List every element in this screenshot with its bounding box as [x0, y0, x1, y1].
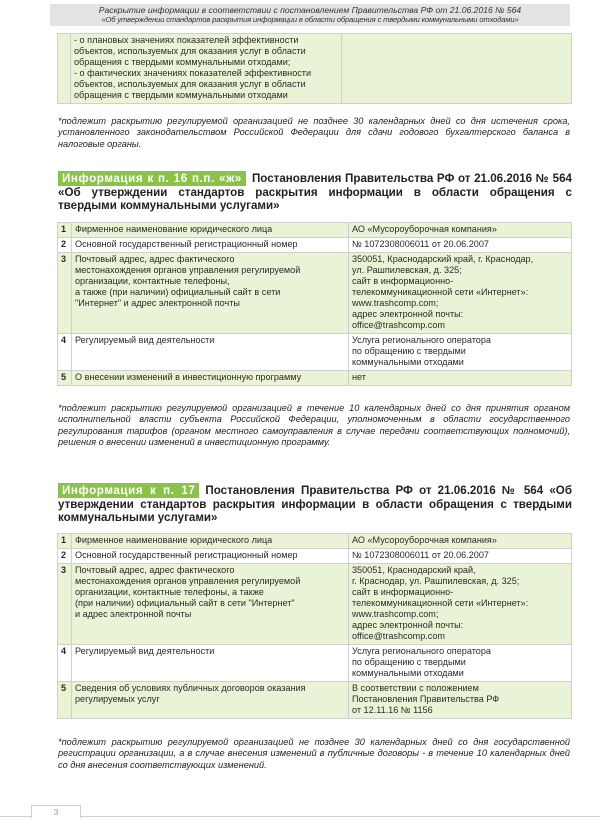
header-line-2: «Об утверждении стандартов раскрытия информации в области обращения с твердыми коммунальными отходами»: [101, 15, 519, 25]
table-row: [58, 223, 572, 238]
row-number: 4: [58, 334, 72, 371]
website-link[interactable]: www.trashcomp.com;: [352, 298, 439, 308]
row-value: 350051, Краснодарский край, г. Краснодар, ул. Рашпилевская, д. 325; сайт в информационно- телекоммуникационной сети «Интернет»: www.trashcomp.com; адрес электронной почты: office@trashcomp.com: [349, 564, 572, 645]
row-value: 350051, Краснодарский край, г. Краснодар, ул. Рашпилевская, д. 325; сайт в информационно- телекоммуникационной сети «Интернет»: www.trashcomp.com; адрес электронной почты: office@trashcomp.com: [349, 253, 572, 334]
row-label: Регулируемый вид деятельности: [72, 334, 349, 371]
row-value: В соответствии с положением Постановления Правительства РФ от 12.11.16 № 1156: [349, 682, 572, 719]
table-row: [58, 645, 572, 682]
section-17-heading: Постановления Правительства РФ от 21.06.2016 № 564 «Об утверждении стандартов раскрытия информации в области обращения с твердыми коммунальными услугами»: [58, 484, 572, 525]
row-number: 3: [58, 564, 72, 645]
section-17-badge: Информация к п. 17: [58, 483, 199, 498]
row-label: - о плановых значениях показателей эффективности объектов, используемых для оказания услуг в области обращения с твердыми коммунальными отходами; - о фактических значениях показателей эффективности объектов, используемых для оказания услуг в области обращения с твердыми коммунальными отходами: [71, 34, 342, 104]
email-link[interactable]: office@trashcomp.com: [352, 320, 445, 330]
footer-divider: [0, 816, 600, 817]
section-16-badge: Информация к п. 16 п.п. «ж»: [58, 171, 246, 186]
row-label: Фирменное наименование юридического лица: [72, 534, 349, 549]
table-row: [58, 534, 572, 549]
website-link[interactable]: www.trashcomp.com;: [352, 609, 439, 619]
header-line-1: Раскрытие информации в соответствии с постановлением Правительства РФ от 21.06.2016 № 564: [98, 5, 522, 15]
row-value: № 1072308006011 от 20.06.2007: [349, 549, 572, 564]
row-label: Почтовый адрес, адрес фактического местонахождения органов управления регулируемой организации, контактные телефоны, а также (при наличии) официальный сайт в сети "Интернет" и адрес электронной почты: [72, 253, 349, 334]
page-number: 3: [31, 805, 81, 818]
row-number: 5: [58, 682, 72, 719]
row-label: Регулируемый вид деятельности: [72, 645, 349, 682]
row-value: Услуга регионального оператора по обращению с твердыми коммунальными отходами: [349, 645, 572, 682]
row-value: АО «Мусороуборочная компания»: [349, 534, 572, 549]
row-number: 5: [58, 371, 72, 386]
table-row: [58, 549, 572, 564]
section-16-title: [58, 172, 572, 213]
section-17-table: [57, 533, 572, 719]
row-value: АО «Мусороуборочная компания»: [349, 223, 572, 238]
row-label: Почтовый адрес, адрес фактического местонахождения органов управления регулируемой организации, контактные телефоны, а также (при наличии) официальный сайт в сети "Интернет" и адрес электронной почты: [72, 564, 349, 645]
table-row: [58, 682, 572, 719]
row-label: Фирменное наименование юридического лица: [72, 223, 349, 238]
table-row: [58, 238, 572, 253]
row-value: нет: [349, 371, 572, 386]
row-value: [342, 34, 572, 104]
row-value: Услуга регионального оператора по обращению с твердыми коммунальными отходами: [349, 334, 572, 371]
row-number: [58, 34, 71, 104]
email-link[interactable]: office@trashcomp.com: [352, 631, 445, 641]
table-row: [58, 34, 572, 104]
row-number: 4: [58, 645, 72, 682]
row-label: О внесении изменений в инвестиционную программу: [72, 371, 349, 386]
table-row: [58, 564, 572, 645]
row-label: Сведения об условиях публичных договоров оказания регулируемых услуг: [72, 682, 349, 719]
footnote-section-16: *подлежит раскрытию регулируемой организацией в течение 10 календарных дней со дня принятия органом исполнительной власти субъекта Российской Федерации, уполномоченным в области государственного регулирования тарифов (органом местного самоуправления в случае передачи соответствующих полномочий), решения о внесении изменений в инвестиционную программу.: [58, 403, 570, 448]
table-row: [58, 371, 572, 386]
row-label: Основной государственный регистрационный номер: [72, 238, 349, 253]
row-number: 1: [58, 223, 72, 238]
page-header: [50, 4, 570, 26]
table-row: [58, 334, 572, 371]
row-number: 2: [58, 549, 72, 564]
row-value: № 1072308006011 от 20.06.2007: [349, 238, 572, 253]
row-label: Основной государственный регистрационный номер: [72, 549, 349, 564]
continuation-table: [57, 33, 572, 104]
footnote-1: *подлежит раскрытию регулируемой организацией не позднее 30 календарных дней со дня истечения срока, установленного законодательством Российской Федерации для сдачи годового бухгалтерского баланса в налоговые органы.: [58, 116, 570, 149]
section-17-title: [58, 484, 572, 525]
footnote-section-17: *подлежит раскрытию регулируемой организацией не позднее 30 календарных дней со дня государственной регистрации организации, а в случае внесения изменений в публичные договоры - в течение 10 календарных дней со дня внесения соответствующих изменений.: [58, 737, 570, 770]
row-number: 2: [58, 238, 72, 253]
section-16-table: [57, 222, 572, 386]
row-number: 1: [58, 534, 72, 549]
section-16-heading: Постановления Правительства РФ от 21.06.2016 № 564 «Об утверждении стандартов раскрытия информации в области обращения с твердыми коммунальными услугами»: [58, 172, 572, 213]
table-row: [58, 253, 572, 334]
row-number: 3: [58, 253, 72, 334]
